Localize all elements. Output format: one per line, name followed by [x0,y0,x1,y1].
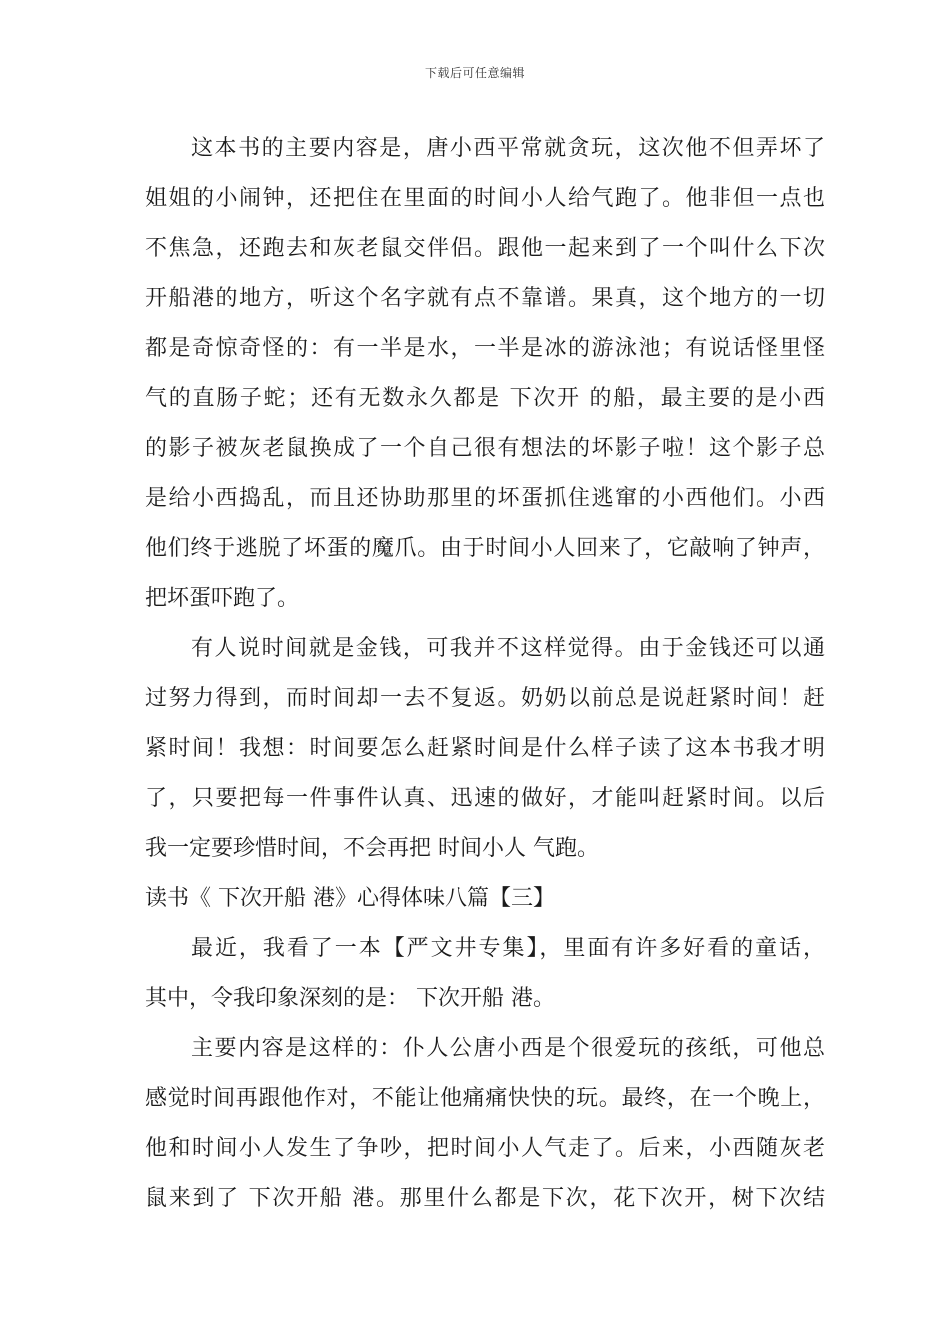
paragraph-line: 他和时间小人发生了争吵，把时间小人气走了。后来，小西随灰老 [145,1136,825,1161]
paragraph-line: 感觉时间再跟他作对，不能让他痛痛快快的玩。最终，在一个晚上， [145,1086,825,1111]
paragraph-line: 把坏蛋吓跑了。 [145,586,300,611]
paragraph-line: 最近，我看了一本【严文井专集】，里面有许多好看的童话， [191,936,825,961]
section-heading: 读书《 下次开船 港》心得体味八篇【三】 [145,886,555,911]
paragraph-line: 他们终于逃脱了坏蛋的魔爪。由于时间小人回来了，它敲响了钟声， [145,536,825,561]
paragraph-line: 紧时间！我想：时间要怎么赶紧时间是什么样子读了这本书我才明 [145,736,825,761]
paragraph-line: 其中，令我印象深刻的是： 下次开船 港。 [145,986,555,1011]
paragraph-line: 都是奇惊奇怪的：有一半是水，一半是冰的游泳池；有说话怪里怪 [145,336,825,361]
paragraph-line: 了，只要把每一件事件认真、迅速的做好，才能叫赶紧时间。以后 [145,786,825,811]
page-header: 下载后可任意编辑 [424,66,525,80]
paragraph-line: 主要内容是这样的：仆人公唐小西是个很爱玩的孩纸，可他总 [191,1036,825,1061]
paragraph-line: 鼠来到了 下次开船 港。那里什么都是下次，花下次开，树下次结 [145,1186,825,1211]
paragraph-line: 开船港的地方，听这个名字就有点不靠谱。果真，这个地方的一切 [145,286,825,311]
paragraph-line: 姐姐的小闹钟，还把住在里面的时间小人给气跑了。他非但一点也 [145,186,825,211]
paragraph-line: 是给小西捣乱，而且还协助那里的坏蛋抓住逃窜的小西他们。小西 [145,486,825,511]
paragraph-line: 气的直肠子蛇；还有无数永久都是 下次开 的船，最主要的是小西 [145,386,825,411]
paragraph-line: 这本书的主要内容是，唐小西平常就贪玩，这次他不但弄坏了 [191,136,825,161]
paragraph-line: 过努力得到，而时间却一去不复返。奶奶以前总是说赶紧时间！赶 [145,686,825,711]
paragraph-line: 有人说时间就是金钱，可我并不这样觉得。由于金钱还可以通 [191,636,825,661]
paragraph-line: 我一定要珍惜时间，不会再把 时间小人 气跑。 [145,836,599,861]
paragraph-line: 的影子被灰老鼠换成了一个自己很有想法的坏影子啦！这个影子总 [145,436,825,461]
paragraph-line: 不焦急，还跑去和灰老鼠交伴侣。跟他一起来到了一个叫什么下次 [145,236,825,261]
